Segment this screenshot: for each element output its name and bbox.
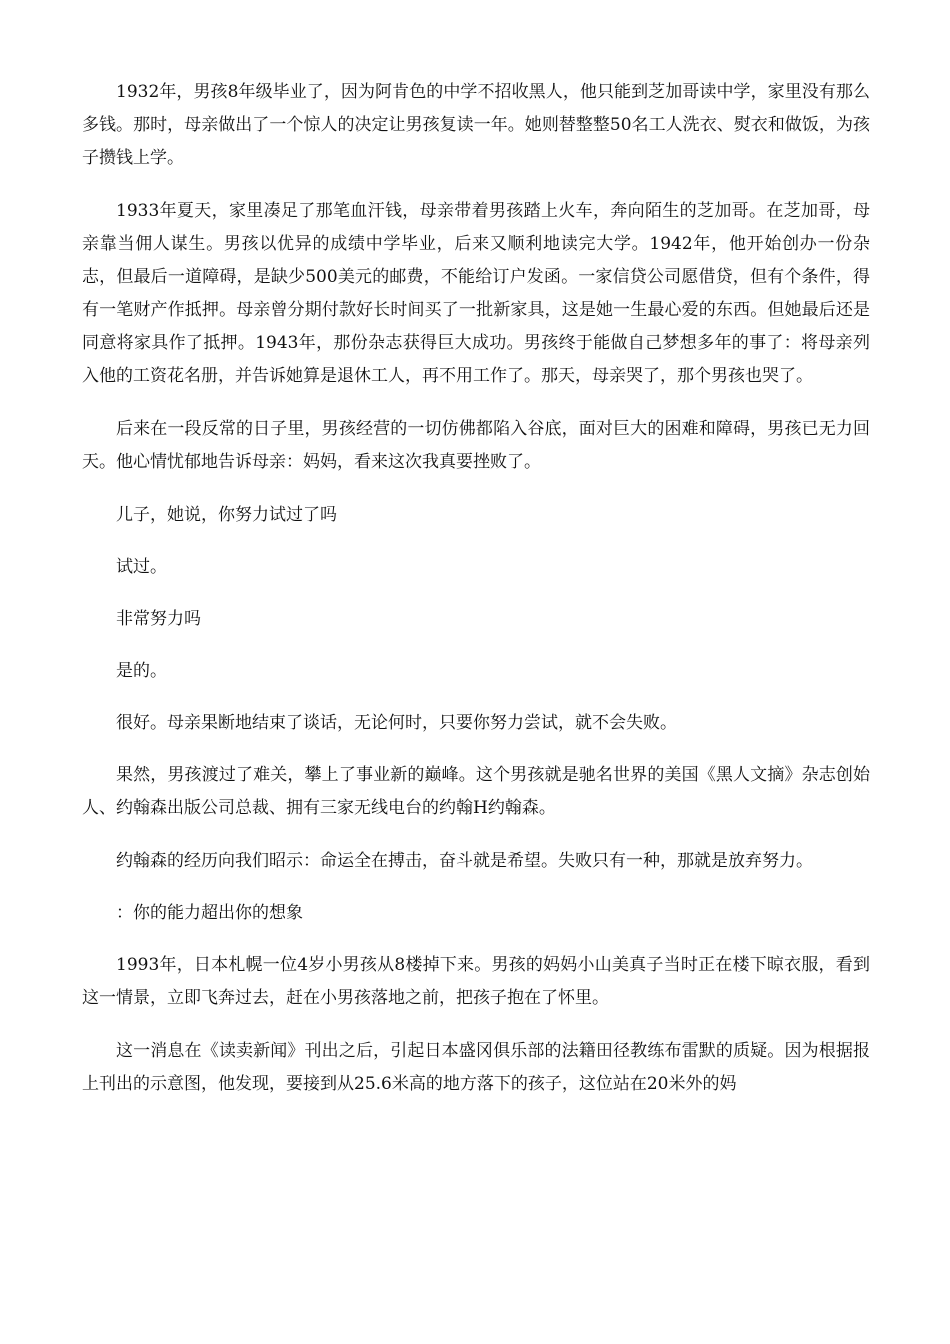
section-heading: ：你的能力超出你的想象	[116, 903, 303, 923]
paragraph-5: 试过。	[116, 557, 167, 577]
paragraph-8: 很好。母亲果断地结束了谈话，无论何时，只要你努力尝试，就不会失败。	[116, 713, 677, 733]
paragraph-13: 这一消息在《读卖新闻》刊出之后，引起日本盛冈俱乐部的法籍田径教练布雷默的质疑。因为根据报上刊出的示意图，他发现，要接到从25.6米高的地方落下的孩子，这位站在20米外的妈	[82, 1041, 870, 1094]
paragraph-4: 儿子，她说，你努力试过了吗	[116, 505, 337, 525]
paragraph-6: 非常努力吗	[116, 609, 201, 629]
paragraph-3: 后来在一段反常的日子里，男孩经营的一切仿佛都陷入谷底，面对巨大的困难和障碍，男孩已无力回天。他心情忧郁地告诉母亲：妈妈，看来这次我真要挫败了。	[82, 419, 870, 472]
document-body	[82, 76, 870, 1121]
paragraph-12: 1993年，日本札幌一位4岁小男孩从8楼掉下来。男孩的妈妈小山美真子当时正在楼下晾衣服，看到这一情景，立即飞奔过去，赶在小男孩落地之前，把孩子抱在了怀里。	[82, 955, 870, 1008]
paragraph-2: 1933年夏天，家里凑足了那笔血汗钱，母亲带着男孩踏上火车，奔向陌生的芝加哥。在芝加哥，母亲靠当佣人谋生。男孩以优异的成绩中学毕业，后来又顺利地读完大学。1942年，他开始创办一份杂志，但最后一道障碍，是缺少500美元的邮费，不能给订户发函。一家信贷公司愿借贷，但有个条件，得有一笔财产作抵押。母亲曾分期付款好长时间买了一批新家具，这是她一生最心爱的东西。但她最后还是同意将家具作了抵押。1943年，那份杂志获得巨大成功。男孩终于能做自己梦想多年的事了：将母亲列入他的工资花名册，并告诉她算是退休工人，再不用工作了。那天，母亲哭了，那个男孩也哭了。	[82, 201, 870, 386]
paragraph-7: 是的。	[116, 661, 167, 681]
paragraph-10: 约翰森的经历向我们昭示：命运全在搏击，奋斗就是希望。失败只有一种，那就是放弃努力。	[116, 851, 813, 871]
paragraph-9: 果然，男孩渡过了难关，攀上了事业新的巅峰。这个男孩就是驰名世界的美国《黑人文摘》杂志创始人、约翰森出版公司总裁、拥有三家无线电台的约翰H约翰森。	[82, 765, 870, 818]
paragraph-1: 1932年，男孩8年级毕业了，因为阿肯色的中学不招收黑人，他只能到芝加哥读中学，家里没有那么多钱。那时，母亲做出了一个惊人的决定让男孩复读一年。她则替整整50名工人洗衣、熨衣和做饭，为孩子攒钱上学。	[82, 82, 870, 168]
